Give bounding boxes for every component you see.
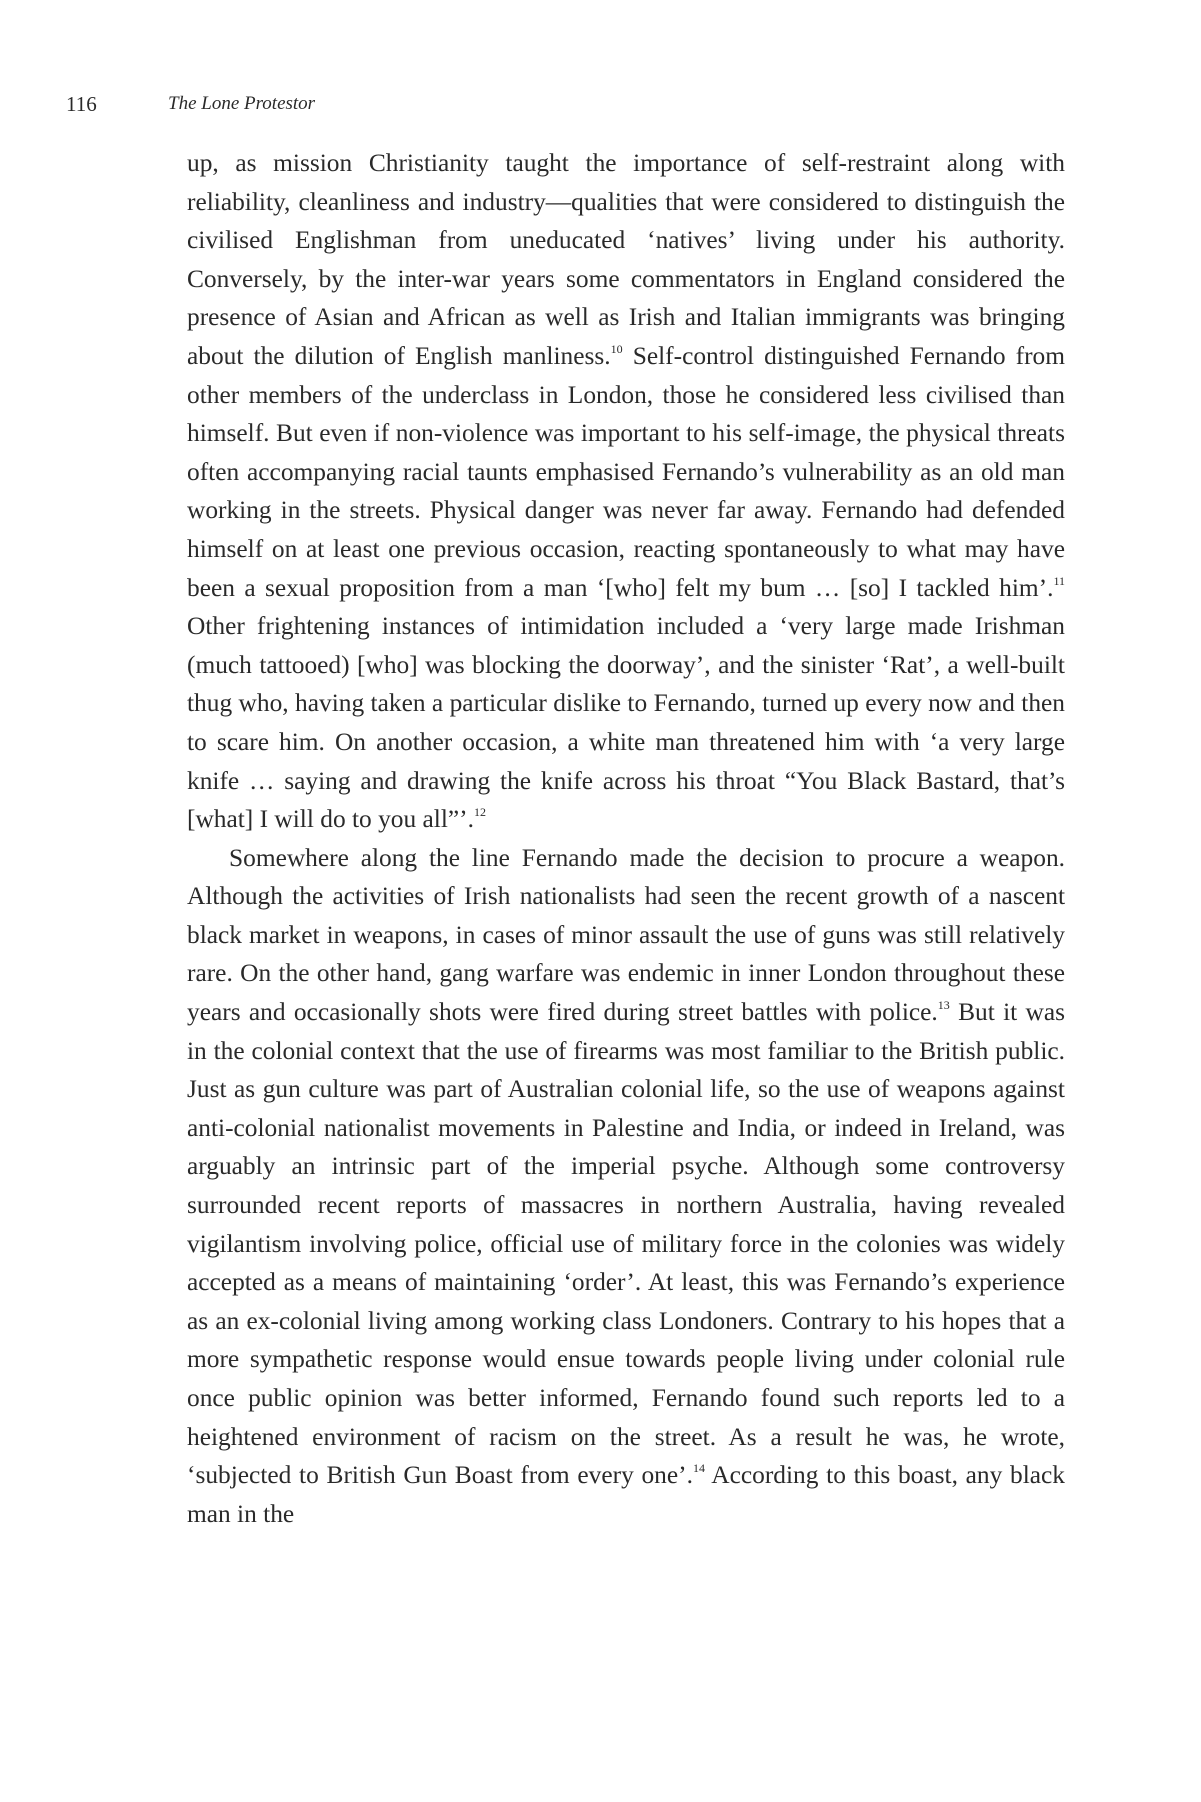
text-segment: up, as mission Christianity taught the importance of self-restraint along with reliability, cleanliness and industry—qualities that were considered to distinguish the civilised Englishman from uneducated ‘natives’ living under his authority. Conversely, by the inter-war years some commentators in England considered the presence of Asian and African as well as Irish and Italian immigrants was bringing about the dilution of English manliness. (187, 149, 1065, 370)
paragraph (187, 839, 1065, 1534)
paragraph (187, 144, 1065, 839)
running-title: The Lone Protestor (168, 93, 316, 114)
text-segment: Somewhere along the line Fernando made the decision to procure a weapon. Although the activities of Irish nationalists had seen the recent growth of a nascent black market in weapons, in cases of minor assault the use of guns was still relatively rare. On the other hand, gang warfare was endemic in inner London throughout these years and occasionally shots were fired during street battles with police. (187, 843, 1065, 1027)
page-number: 116 (66, 92, 97, 116)
text-segment: But it was in the colonial context that the use of firearms was most familiar to the British public. Just as gun culture was part of Australian colonial life, so the use of weapons against anti-colonial nationalist movements in Palestine and India, or indeed in Ireland, was arguably an intrinsic part of the imperial psyche. Although some controversy surrounded recent reports of massacres in northern Australia, having revealed vigilantism involving police, official use of military force in the colonies was widely accepted as a means of maintaining ‘order’. At least, this was Fernando’s experience as an ex-colonial living among working class Londoners. Contrary to his hopes that a more sympathetic response would ensue towards people living under colonial rule once public opinion was better informed, Fernando found such reports led to a heightened environment of racism on the street. As a result he was, he wrote, ‘subjected to British Gun Boast from every one’. (187, 998, 1065, 1490)
running-head (66, 88, 1066, 120)
footnote-ref: 10 (610, 341, 623, 356)
footnote-ref: 12 (473, 805, 486, 820)
text-segment: According to this boast, any black man in the (187, 1461, 1065, 1528)
body-text (187, 144, 1065, 1533)
text-segment: Self-control distinguished Fernando from other members of the underclass in London, those he considered less civilised than himself. But even if non-violence was important to his self-image, the physical threats often accompanying racial taunts emphasised Fernando’s vulnerability as an old man working in the streets. Physical danger was never far away. Fernando had defended himself on at least one previous occasion, reacting spontaneously to what may have been a sexual proposition from a man ‘[who] felt my bum … [so] I tackled him’. (187, 341, 1065, 602)
footnote-ref: 14 (692, 1461, 705, 1476)
text-segment: Other frightening instances of intimidation included a ‘very large made Irishman (much tattooed) [who] was blocking the doorway’, and the sinister ‘Rat’, a well-built thug who, having taken a particular dislike to Fernando, turned up every now and then to scare him. On another occasion, a white man threatened him with ‘a very large knife … saying and drawing the knife across his throat “You Black Bastard, that’s [what] I will do to you all”’. (187, 612, 1065, 834)
footnote-ref: 11 (1053, 573, 1065, 588)
footnote-ref: 13 (937, 998, 950, 1013)
